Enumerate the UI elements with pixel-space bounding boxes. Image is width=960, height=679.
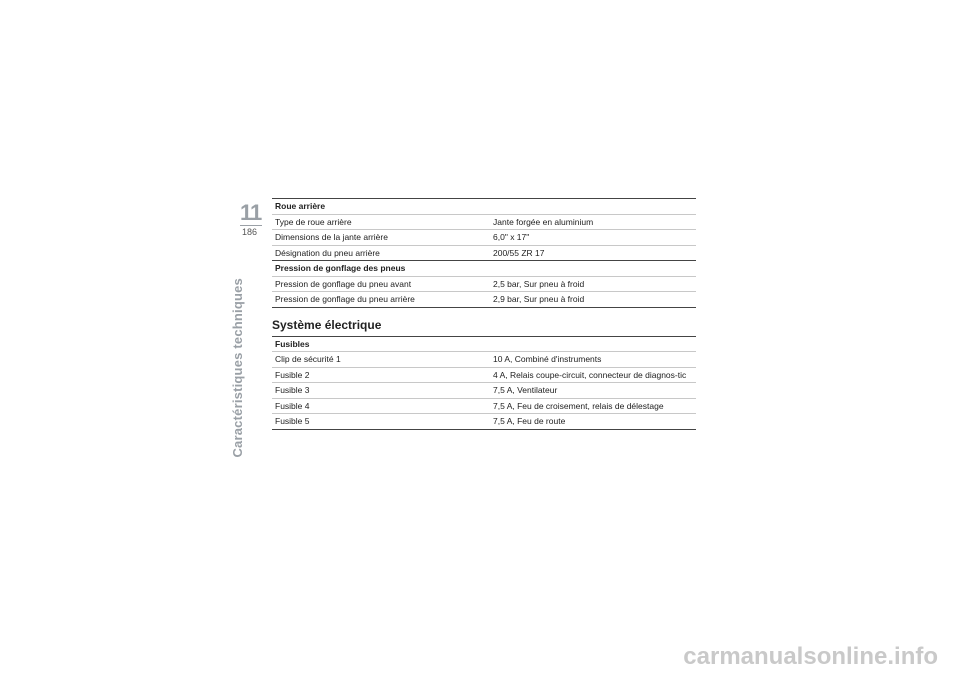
chapter-rule	[240, 225, 262, 226]
table-heading-row	[272, 261, 696, 277]
table-row	[272, 352, 696, 368]
rear-wheel-table	[272, 198, 696, 308]
row-value: 4 A, Relais coupe-circuit, connecteur de diagnos-tic	[490, 367, 696, 383]
chapter-side-title: Caractéristiques techniques	[230, 278, 245, 458]
section-title: Système électrique	[272, 317, 382, 332]
watermark: carmanualsonline.info	[683, 643, 938, 670]
row-value: 2,9 bar, Sur pneu à froid	[490, 292, 696, 308]
table-row	[272, 214, 696, 230]
rear-wheel-heading: Roue arrière	[272, 199, 696, 215]
row-label: Fusible 2	[272, 367, 490, 383]
table-heading-row	[272, 336, 696, 352]
row-label: Désignation du pneu arrière	[272, 245, 490, 261]
row-value: 7,5 A, Feu de croisement, relais de délestage	[490, 398, 696, 414]
table-row	[272, 367, 696, 383]
row-value: 200/55 ZR 17	[490, 245, 696, 261]
row-label: Fusible 5	[272, 414, 490, 430]
row-label: Fusible 4	[272, 398, 490, 414]
fuses-table	[272, 336, 696, 430]
table-row	[272, 292, 696, 308]
table-row	[272, 245, 696, 261]
page-content	[272, 198, 696, 430]
row-label: Type de roue arrière	[272, 214, 490, 230]
row-value: 7,5 A, Ventilateur	[490, 383, 696, 399]
row-label: Dimensions de la jante arrière	[272, 230, 490, 246]
row-value: 7,5 A, Feu de route	[490, 414, 696, 430]
row-label: Pression de gonflage du pneu arrière	[272, 292, 490, 308]
chapter-number: 11	[240, 200, 262, 225]
table-row	[272, 383, 696, 399]
table-row	[272, 276, 696, 292]
table-row	[272, 414, 696, 430]
page-number: 186	[242, 227, 258, 237]
row-label: Pression de gonflage du pneu avant	[272, 276, 490, 292]
table-heading-row	[272, 199, 696, 215]
tire-pressure-heading: Pression de gonflage des pneus	[272, 261, 696, 277]
row-value: 2,5 bar, Sur pneu à froid	[490, 276, 696, 292]
row-value: 6,0" x 17"	[490, 230, 696, 246]
row-value: 10 A, Combiné d'instruments	[490, 352, 696, 368]
row-label: Clip de sécurité 1	[272, 352, 490, 368]
row-label: Fusible 3	[272, 383, 490, 399]
fuses-heading: Fusibles	[272, 336, 696, 352]
row-value: Jante forgée en aluminium	[490, 214, 696, 230]
table-row	[272, 230, 696, 246]
table-row	[272, 398, 696, 414]
